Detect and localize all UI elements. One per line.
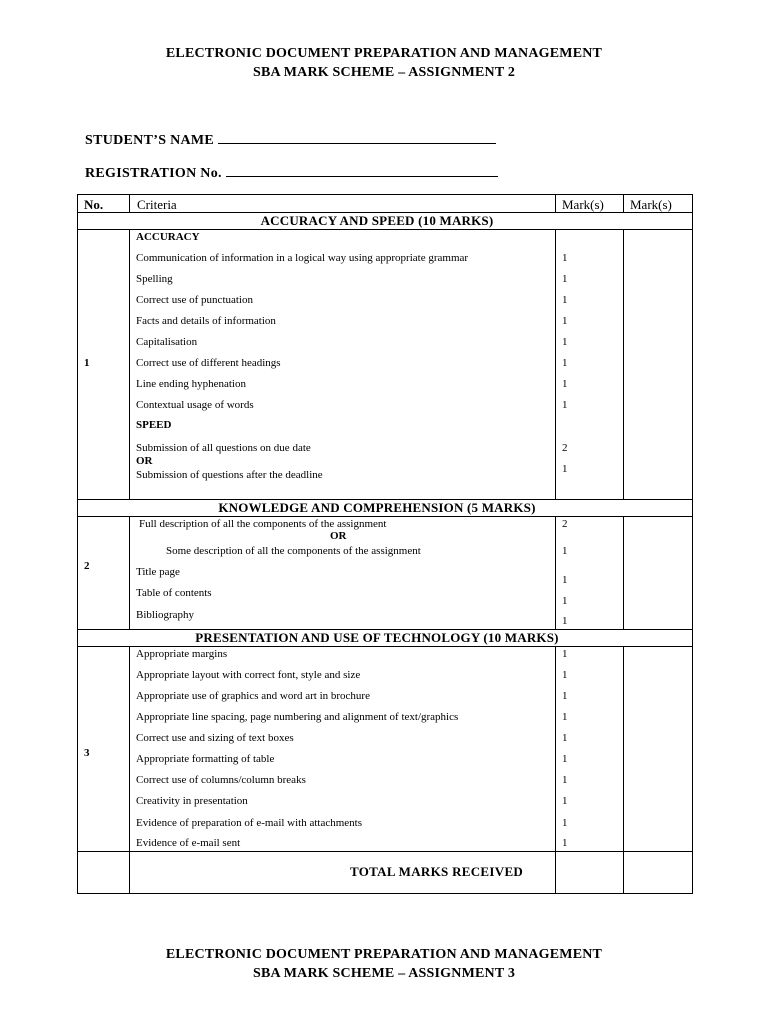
criteria-item: Appropriate layout with correct font, style and size [136, 669, 361, 681]
criteria-item: Correct use of columns/column breaks [136, 774, 306, 786]
next-document-subtitle: SBA MARK SCHEME – ASSIGNMENT 3 [252, 966, 516, 981]
mark-value: 1 [562, 615, 568, 627]
criteria-item: Table of contents [136, 587, 212, 599]
criteria-item: Correct use of different headings [136, 357, 281, 369]
criteria-item: Submission of questions after the deadline [136, 469, 323, 481]
mark-value: 1 [562, 315, 568, 327]
mark-value: 1 [562, 711, 568, 723]
criteria-item: Communication of information in a logical way using appropriate grammar [136, 252, 469, 264]
criteria-item: Title page [136, 566, 180, 578]
criteria-item: Bibliography [136, 609, 195, 621]
mark-value: 1 [562, 273, 568, 285]
total-marks-label: TOTAL MARKS RECEIVED [350, 864, 524, 879]
mark-value: 1 [562, 336, 568, 348]
mark-value: 1 [562, 774, 568, 786]
column-header-criteria: Criteria [137, 197, 177, 212]
criteria-item: Spelling [136, 273, 173, 285]
criteria-item: Some description of all the components of the assignment [166, 545, 421, 557]
criteria-item: Full description of all the components of the assignment [139, 518, 387, 530]
mark-value: 1 [562, 837, 568, 849]
next-document-title: ELECTRONIC DOCUMENT PREPARATION AND MANAGEMENT [165, 947, 603, 962]
criteria-item: Appropriate use of graphics and word art in brochure [136, 690, 370, 702]
accuracy-subheading: ACCURACY [136, 231, 200, 243]
mark-value: 1 [562, 732, 568, 744]
section-1-title: ACCURACY AND SPEED (10 MARKS) [260, 213, 494, 228]
mark-value: 1 [562, 545, 568, 557]
criteria-item: Submission of all questions on due date [136, 442, 311, 454]
document-subtitle: SBA MARK SCHEME – ASSIGNMENT 2 [252, 65, 516, 80]
document-title: ELECTRONIC DOCUMENT PREPARATION AND MANAGEMENT [165, 46, 603, 61]
criteria-item: Facts and details of information [136, 315, 276, 327]
criteria-item: Evidence of preparation of e-mail with attachments [136, 817, 363, 829]
criteria-item: Appropriate margins [136, 648, 228, 660]
mark-value: 2 [562, 442, 568, 454]
mark-value: 1 [562, 574, 568, 586]
section-2-title: KNOWLEDGE AND COMPREHENSION (5 MARKS) [218, 500, 536, 515]
section-3-number: 3 [84, 747, 90, 759]
or-separator: OR [330, 530, 347, 542]
criteria-item: Correct use of punctuation [136, 294, 253, 306]
criteria-item: Evidence of e-mail sent [136, 837, 241, 849]
section-3-title: PRESENTATION AND USE OF TECHNOLOGY (10 MARKS) [195, 630, 559, 645]
mark-value: 1 [562, 399, 568, 411]
mark-value: 1 [562, 648, 568, 660]
section-2-number: 2 [84, 560, 90, 572]
mark-value: 2 [562, 518, 568, 530]
mark-value: 1 [562, 294, 568, 306]
mark-value: 1 [562, 357, 568, 369]
mark-value: 1 [562, 252, 568, 264]
criteria-item: Correct use and sizing of text boxes [136, 732, 294, 744]
criteria-item: Capitalisation [136, 336, 198, 348]
mark-value: 1 [562, 378, 568, 390]
mark-value: 1 [562, 795, 568, 807]
criteria-item: Creativity in presentation [136, 795, 248, 807]
criteria-item: Appropriate line spacing, page numbering and alignment of text/graphics [136, 711, 459, 723]
criteria-item: Appropriate formatting of table [136, 753, 275, 765]
mark-value: 1 [562, 595, 568, 607]
mark-value: 1 [562, 690, 568, 702]
criteria-item: Contextual usage of words [136, 399, 254, 411]
or-separator: OR [136, 455, 153, 467]
speed-subheading: SPEED [136, 419, 172, 431]
section-1-number: 1 [84, 357, 90, 369]
mark-value: 1 [562, 669, 568, 681]
student-name-label: STUDENT’S NAME [85, 133, 215, 148]
criteria-item: Line ending hyphenation [136, 378, 246, 390]
mark-value: 1 [562, 817, 568, 829]
column-header-marks-received: Mark(s) [630, 197, 672, 212]
mark-value: 1 [562, 463, 568, 475]
column-header-no: No. [84, 197, 104, 212]
column-header-marks-awarded: Mark(s) [562, 197, 604, 212]
registration-label: REGISTRATION No. [85, 166, 222, 181]
mark-value: 1 [562, 753, 568, 765]
